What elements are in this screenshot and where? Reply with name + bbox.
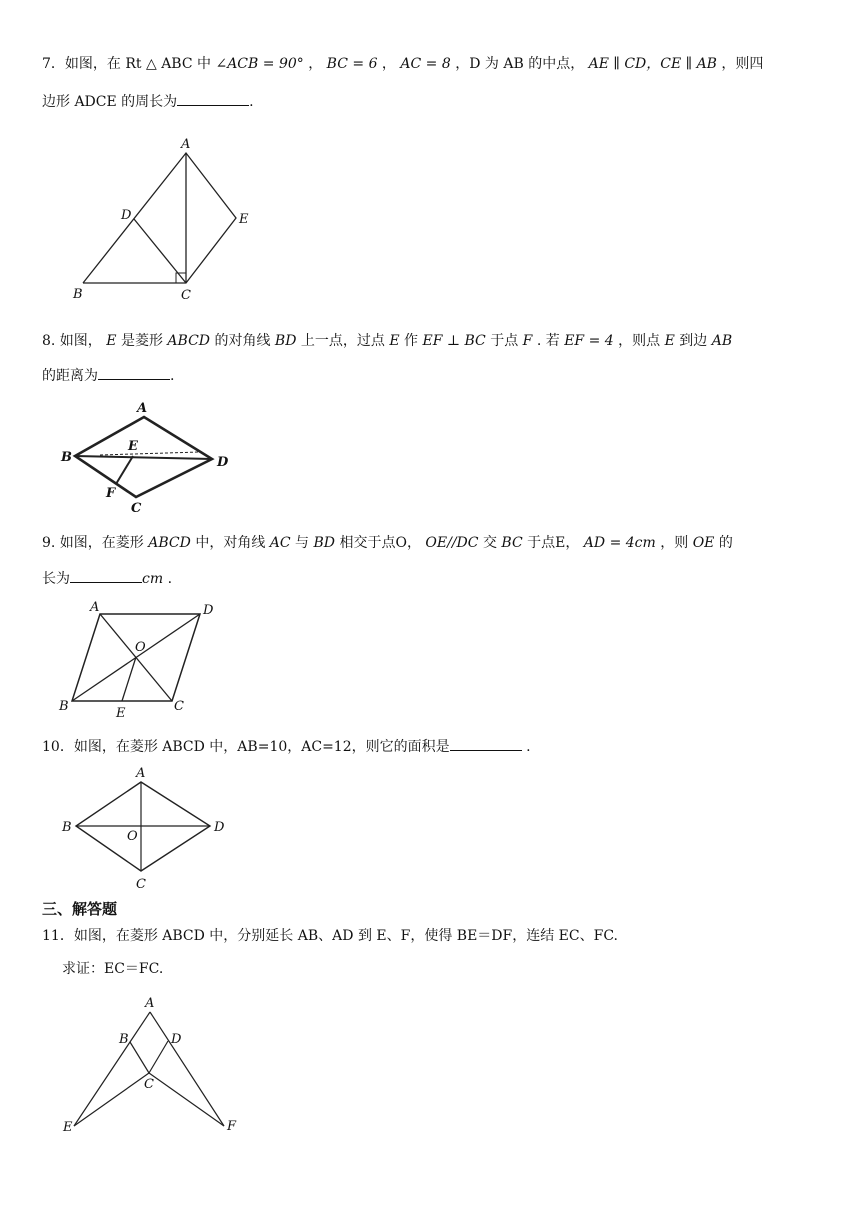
q8-label-b: B: [61, 450, 72, 465]
q9-text-f: 于点E，: [522, 535, 584, 551]
q11-label-a: A: [145, 996, 155, 1011]
q11-label-b: B: [119, 1032, 129, 1047]
q10-label-d: D: [214, 820, 225, 835]
q8-label-e: E: [128, 439, 138, 454]
q11-label-f: F: [227, 1119, 237, 1134]
q7-sep-2: ，: [377, 56, 401, 72]
q10-label-c: C: [136, 877, 146, 892]
q7-label-a: A: [181, 137, 191, 152]
q7-angle: ∠ACB = 90°: [215, 56, 304, 72]
q8-point-e: E: [106, 333, 117, 349]
q11-label-d: D: [171, 1032, 182, 1047]
q9-ad-value: AD = 4cm: [583, 535, 656, 551]
q9-unit: cm: [142, 571, 164, 587]
q7-text-c: ，则四: [716, 56, 764, 72]
q7-sep-1: ，: [303, 56, 327, 72]
q11-segment-ae: [74, 1012, 150, 1126]
q8-label-f: F: [106, 486, 116, 501]
q7-label-d: D: [121, 208, 132, 223]
q8-text-f: 作: [399, 333, 423, 349]
q9-period: .: [163, 571, 173, 587]
q7-text-b: ，D 为 AB 的中点，: [450, 56, 589, 72]
q8-text-c: 的对角线: [210, 333, 275, 349]
q7-ac: AC = 8: [400, 56, 451, 72]
q7-label-c: C: [181, 288, 191, 303]
q7-bc: BC = 6: [326, 56, 378, 72]
q8-abcd: ABCD: [167, 333, 211, 349]
q10-text: 10．如图，在菱形 ABCD 中，AB=10，AC=12，则它的面积是: [42, 739, 450, 755]
q9-text-d: 相交于点O，: [335, 535, 426, 551]
q8-text-j: 到边: [674, 333, 712, 349]
q11-segment-fc: [149, 1073, 224, 1126]
q9-label-o: O: [135, 640, 146, 655]
q11-segment-af: [150, 1012, 224, 1126]
q10-period: .: [521, 739, 531, 755]
q8-text-2: 的距离为: [42, 368, 98, 384]
q9-oe-parallel-dc: OE//DC: [425, 535, 479, 551]
q7-text-2: 边形 ADCE 的周长为: [42, 94, 178, 110]
q8-text-b: 是菱形: [116, 333, 168, 349]
q8-text-g: 于点: [485, 333, 523, 349]
q8-point-e-3: E: [664, 333, 675, 349]
q10-label-o: O: [127, 829, 138, 844]
q9-abcd: ABCD: [148, 535, 191, 551]
q8-period: .: [170, 368, 175, 384]
q9-text-h: 的: [714, 535, 733, 551]
q9-bd: BD: [313, 535, 336, 551]
q7-parallel: AE ∥ CD，CE ∥ AB: [588, 56, 717, 72]
q8-text-h: . 若: [532, 333, 565, 349]
section-title: 三、解答题: [42, 900, 118, 918]
q9-text-a: 9. 如图，在菱形: [42, 535, 149, 551]
q7-label-e: E: [239, 212, 249, 227]
q8-ef-value: EF = 4: [564, 333, 614, 349]
q9-label-d: D: [203, 603, 214, 618]
q8-point-e-2: E: [389, 333, 400, 349]
q9-text-c: 与: [290, 535, 314, 551]
q10-label-a: A: [136, 766, 146, 781]
q9-text-g: ，则: [655, 535, 693, 551]
q9-text-e: 交: [478, 535, 502, 551]
q7-text-a: 7．如图，在 Rt △ ABC 中: [42, 56, 216, 72]
q11-segment-dc: [149, 1041, 168, 1073]
q8-ef-perp-bc: EF ⊥ BC: [422, 333, 486, 349]
q9-label-e: E: [116, 706, 126, 721]
q9-oe: OE: [692, 535, 715, 551]
q8-ab: AB: [711, 333, 733, 349]
q8-label-d: D: [217, 455, 229, 470]
q9-text-2: 长为: [42, 571, 70, 587]
q9-ac: AC: [269, 535, 291, 551]
q11-segment-ec: [74, 1073, 149, 1126]
q11-line: 11．如图，在菱形 ABCD 中，分别延长 AB、AD 到 E、F，使得 BE＝DF，连结 EC、FC.: [42, 928, 618, 944]
q8-text-a: 8. 如图，: [42, 333, 107, 349]
q8-text-d: 上一点，过点: [296, 333, 390, 349]
q11-segment-bc: [130, 1042, 149, 1073]
q9-bc: BC: [501, 535, 523, 551]
q9-text-b: 中，对角线: [190, 535, 270, 551]
q8-label-c: C: [131, 501, 142, 516]
q11-label-e: E: [63, 1120, 73, 1135]
q8-label-a: A: [137, 401, 148, 416]
q9-label-a: A: [90, 600, 100, 615]
q11-label-c: C: [144, 1077, 154, 1092]
q8-text-i: ，则点: [613, 333, 665, 349]
q9-label-c: C: [174, 699, 184, 714]
q9-label-b: B: [59, 699, 69, 714]
q10-label-b: B: [62, 820, 72, 835]
q8-point-f: F: [522, 333, 533, 349]
q7-label-b: B: [73, 287, 83, 302]
q8-bd: BD: [274, 333, 297, 349]
q11-prove: 求证：EC＝FC.: [62, 961, 164, 977]
q7-period: .: [249, 94, 254, 110]
